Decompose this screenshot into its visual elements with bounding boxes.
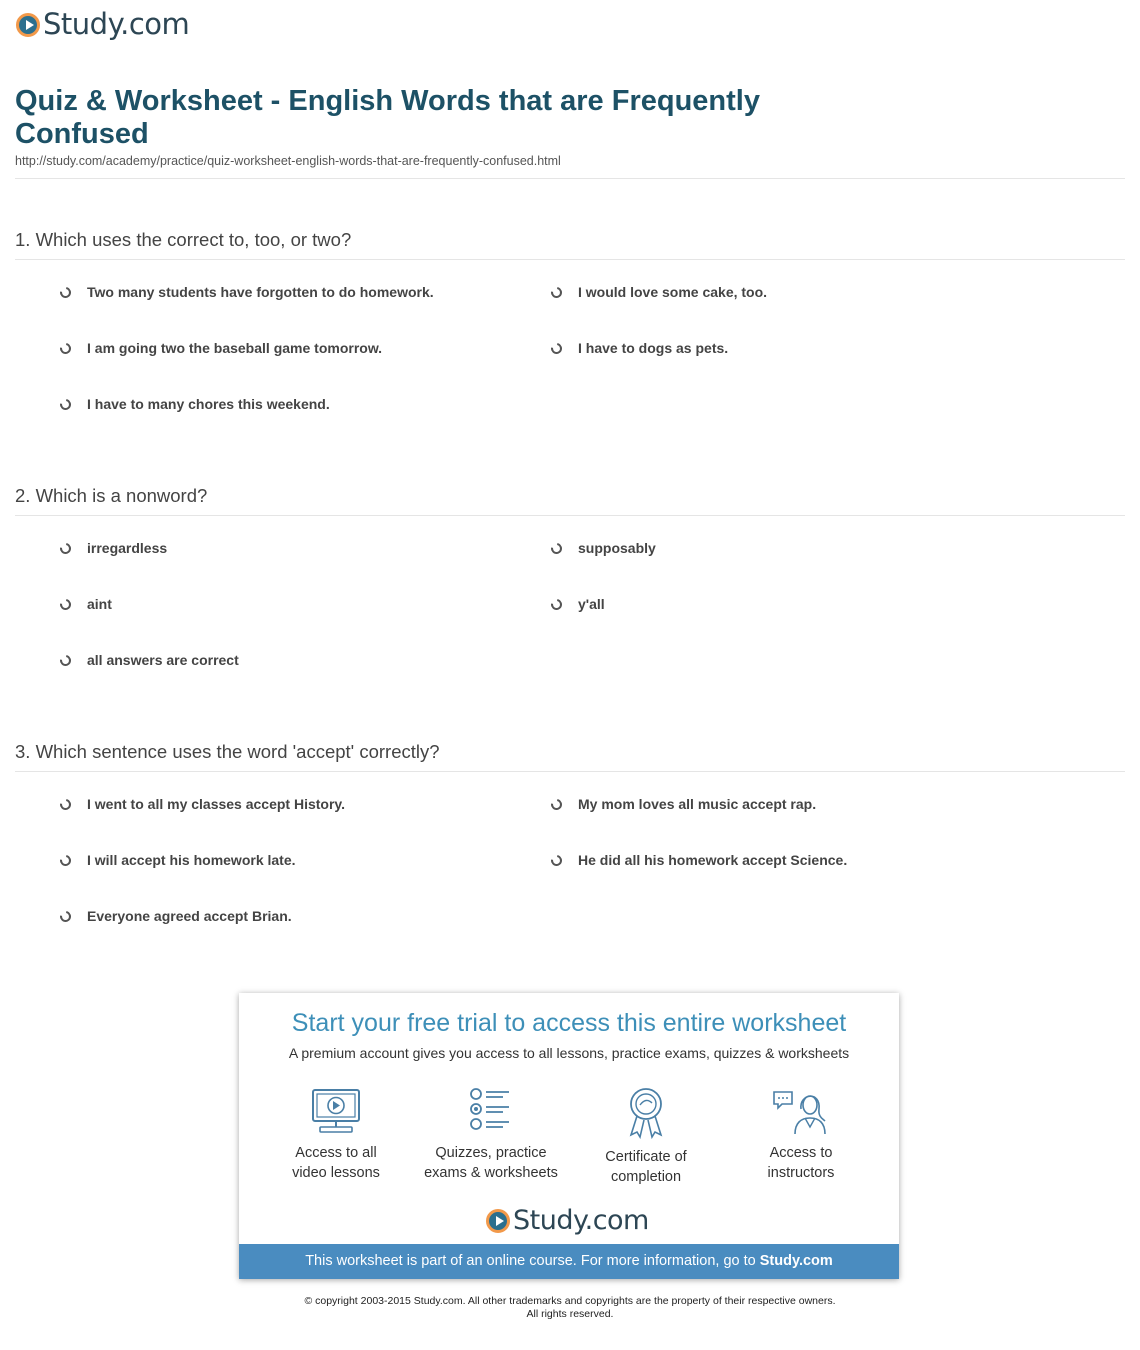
answer-option[interactable] [60,852,296,868]
studycom-logo[interactable] [16,7,190,41]
answer-label: I would love some cake, too. [578,284,768,300]
radio-button[interactable] [58,396,73,411]
answer-label: y'all [578,596,605,612]
feature-label: Certificate of completion [605,1149,687,1185]
radio-button[interactable] [58,540,73,555]
question-2 [15,485,1125,685]
play-logo-icon [16,13,40,37]
radio-button[interactable] [58,908,73,923]
course-info-bar[interactable] [239,1244,899,1279]
promo-subtitle: A premium account gives you access to all lessons, practice exams, quizzes & worksheets [288,1045,850,1061]
answer-option[interactable] [60,540,167,556]
answer-label: all answers are correct [87,652,239,668]
copyright-notice [0,1295,1140,1321]
answer-option[interactable] [60,796,345,812]
radio-button[interactable] [58,652,73,667]
answer-option[interactable] [551,340,728,356]
header-divider [15,178,1125,179]
answer-option[interactable] [60,908,292,924]
question-text: 3. Which sentence uses the word 'accept' correctly? [15,741,440,762]
question-divider [15,259,1125,260]
instructor-icon [771,1087,831,1135]
radio-button[interactable] [58,340,73,355]
question-divider [15,515,1125,516]
answer-option[interactable] [60,340,382,356]
question-divider [15,771,1125,772]
answer-label: I have to many chores this weekend. [87,396,330,412]
radio-button[interactable] [549,340,564,355]
answer-option[interactable] [60,284,434,300]
question-3 [15,741,1125,941]
free-trial-promo[interactable] [239,993,899,1279]
studycom-link[interactable]: Study.com [759,1253,833,1269]
question-text: 1. Which uses the correct to, too, or two? [15,229,352,250]
radio-button[interactable] [549,596,564,611]
feature-instructors [721,1087,881,1183]
answer-label: irregardless [87,540,168,556]
radio-button[interactable] [549,852,564,867]
answer-label: I went to all my classes accept History. [87,796,346,812]
page-title: Quiz & Worksheet - English Words that are Frequently Confused [15,85,760,150]
question-1 [15,229,1125,429]
answer-option[interactable] [551,540,656,556]
radio-button[interactable] [58,284,73,299]
radio-button[interactable] [58,852,73,867]
answer-label: I will accept his homework late. [87,852,296,868]
feature-label: Quizzes, practice exams & worksheets [424,1145,558,1181]
feature-label: Access to instructors [767,1145,835,1181]
answer-label: He did all his homework accept Science. [578,852,848,868]
quiz-list-icon [465,1087,517,1135]
answer-option[interactable] [60,396,330,412]
copyright-line: © copyright 2003-2015 Study.com. All other trademarks and copyrights are the property of their respective owners. [304,1295,836,1307]
radio-button[interactable] [58,596,73,611]
logo-wordmark: Study.com [513,1205,649,1236]
course-info-text: This worksheet is part of an online course. For more information, go to [305,1253,756,1269]
radio-button[interactable] [549,284,564,299]
rights-line: All rights reserved. [526,1308,614,1320]
play-logo-icon [486,1209,510,1233]
promo-title[interactable]: Start your free trial to access this entire worksheet [291,1009,847,1037]
radio-button[interactable] [58,796,73,811]
question-text: 2. Which is a nonword? [15,485,208,506]
answer-label: supposably [578,540,656,556]
feature-quizzes [411,1087,571,1183]
answer-label: I have to dogs as pets. [578,340,729,356]
radio-button[interactable] [549,540,564,555]
answer-option[interactable] [551,796,816,812]
certificate-icon [620,1087,672,1139]
feature-label: Access to all video lessons [292,1145,380,1181]
answer-option[interactable] [60,652,239,668]
answer-label: Everyone agreed accept Brian. [87,908,292,924]
video-lesson-icon [310,1087,362,1135]
radio-button[interactable] [549,796,564,811]
answer-label: Two many students have forgotten to do homework. [87,284,434,300]
answer-option[interactable] [551,852,847,868]
answer-label: My mom loves all music accept rap. [578,796,817,812]
logo-wordmark: Study.com [43,7,190,41]
answer-option[interactable] [60,596,112,612]
answer-label: aint [87,596,112,612]
page-url[interactable]: http://study.com/academy/practice/quiz-worksheet-english-words-that-are-frequently-confused.html [15,154,561,168]
answer-label: I am going two the baseball game tomorrow. [87,340,383,356]
answer-option[interactable] [551,596,605,612]
feature-video-lessons [256,1087,416,1183]
feature-certificate [566,1087,726,1187]
studycom-logo-promo[interactable] [486,1207,649,1234]
answer-option[interactable] [551,284,767,300]
